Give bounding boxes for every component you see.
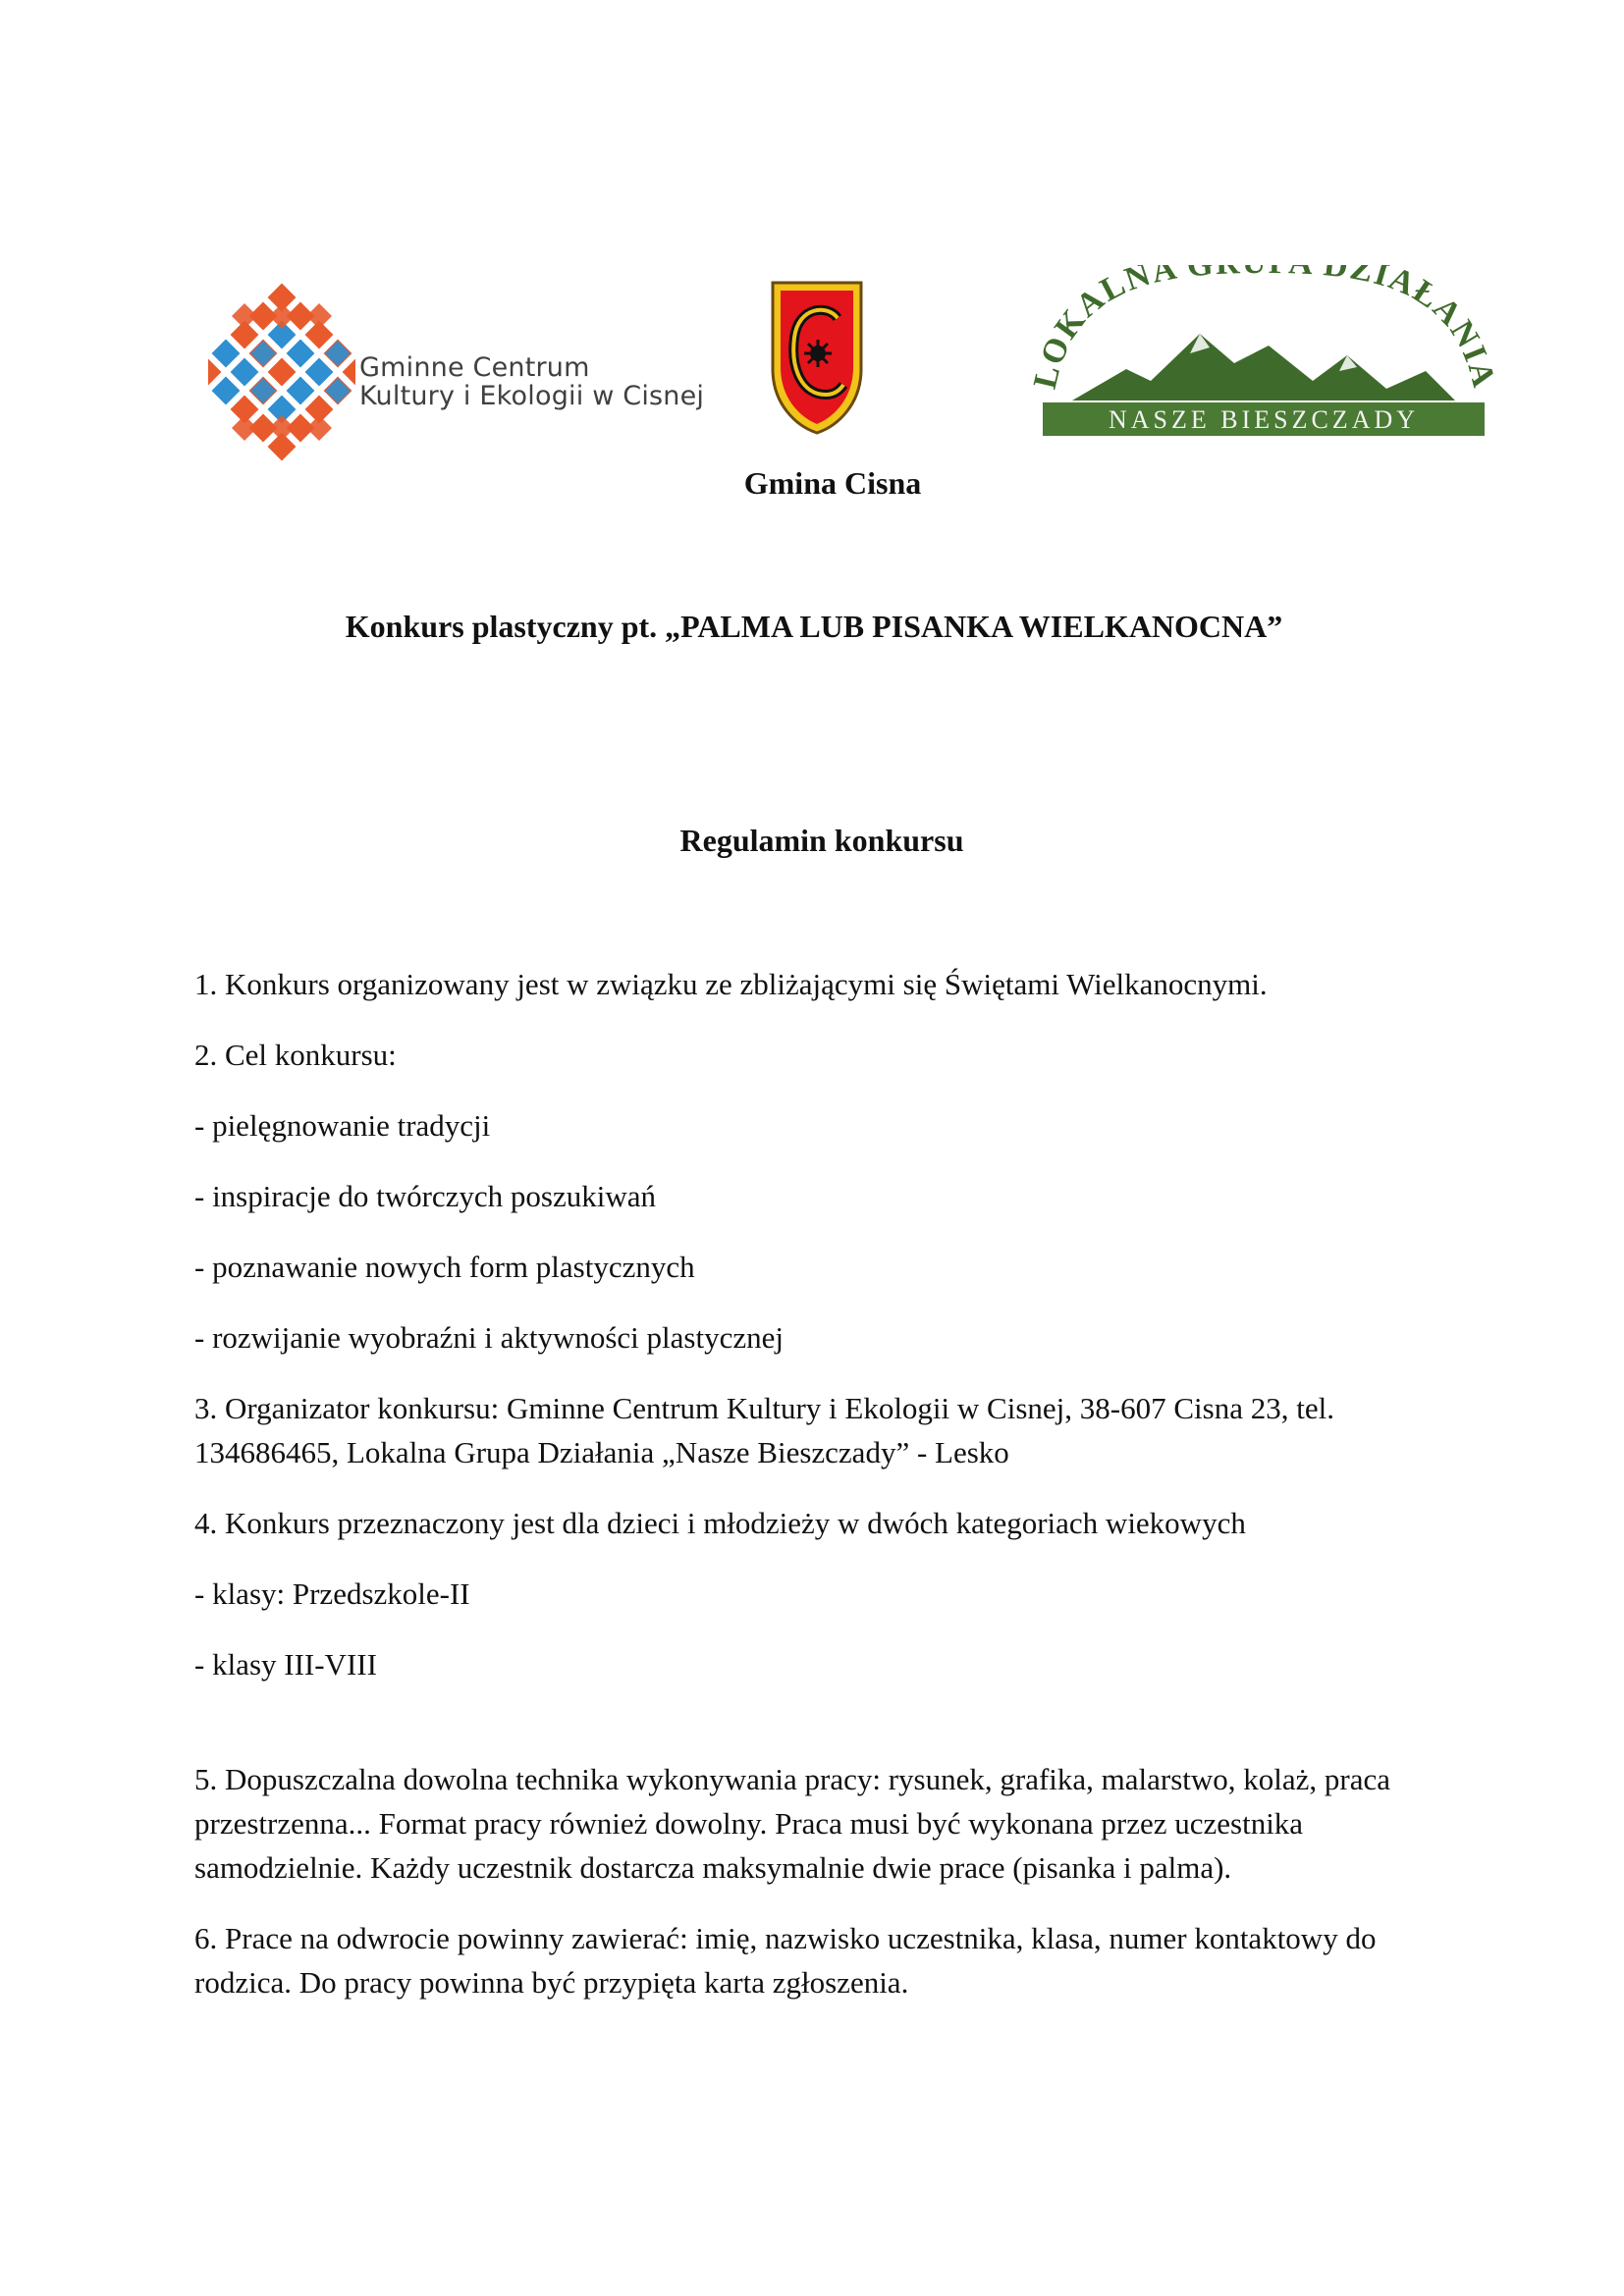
paragraph-1: 1. Konkurs organizowany jest w związku ze zbliżającymi się Świętami Wielkanocnymi. xyxy=(194,967,1268,1001)
lgd-banner-text: NASZE BIESZCZADY xyxy=(1108,405,1420,434)
paragraph-2: 2. Cel konkursu: xyxy=(194,1038,397,1072)
lgd-mountains-icon xyxy=(1033,265,1494,442)
category-item: - klasy: Przedszkole-II xyxy=(194,1576,470,1611)
logo-row xyxy=(0,265,1624,481)
goal-item: - poznawanie nowych form plastycznych xyxy=(194,1250,695,1284)
gmina-title: Gmina Cisna xyxy=(743,465,922,501)
goal-item: - inspiracje do twórczych poszukiwań xyxy=(194,1179,657,1213)
paragraph-5: 5. Dopuszczalna dowolna technika wykonywania pracy: rysunek, grafika, malarstwo, kolaż, praca przestrzenna... Format pracy również dowolny. Praca musi być wykonana przez uczestnika samodzielnie. Każdy uczestnik dostarcza maksymalnie dwie prace (pisanka i palma). xyxy=(194,1762,1391,1885)
gck-logo-line2: Kultury i Ekologii w Cisnej xyxy=(359,381,705,411)
regulations-body xyxy=(194,962,1432,2031)
gck-logo xyxy=(208,279,719,465)
paragraph-3: 3. Organizator konkursu: Gminne Centrum Kultury i Ekologii w Cisnej, 38-607 Cisna 23, tel. 134686465, Lokalna Grupa Działania „Nasze Bieszczady” - Lesko xyxy=(194,1391,1334,1469)
gck-logo-text xyxy=(359,353,704,410)
lgd-arc-text: OKALNA DZIAŁANI xyxy=(1033,265,1494,370)
paragraph-6: 6. Prace na odwrocie powinny zawierać: imię, nazwisko uczestnika, klasa, numer kontaktowy do rodzica. Do pracy powinna być przypięta karta zgłoszenia. xyxy=(194,1921,1377,2000)
goal-item: - rozwijanie wyobraźni i aktywności plastycznej xyxy=(194,1320,784,1355)
regulamin-heading: Regulamin konkursu xyxy=(679,823,964,858)
gck-logo-line1: Gminne Centrum xyxy=(359,352,590,383)
lgd-logo xyxy=(1033,265,1494,442)
goal-item: - pielęgnowanie tradycji xyxy=(194,1108,491,1143)
category-item: - klasy III-VIII xyxy=(194,1647,377,1682)
paragraph-4: 4. Konkurs przeznaczony jest dla dzieci i młodzieży w dwóch kategoriach wiekowych xyxy=(194,1506,1246,1540)
coat-of-arms-icon xyxy=(769,279,865,436)
konkurs-title: Konkurs plastyczny pt. „PALMA LUB PISANKA WIELKANOCNA” xyxy=(345,609,1283,644)
coat-of-arms-logo xyxy=(769,279,865,436)
diamond-mosaic-icon xyxy=(208,279,355,465)
